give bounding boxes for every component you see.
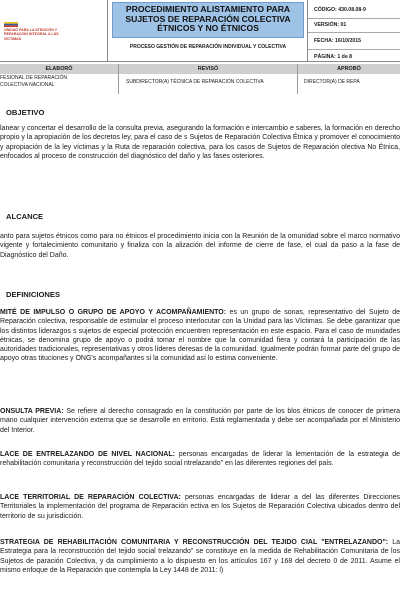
- elaboro-header: ELABORÓ: [0, 64, 118, 74]
- definition-enlace-territorial: [0, 493, 400, 521]
- divider: [308, 49, 400, 50]
- definition-enlace-nacional: [0, 450, 400, 469]
- definition-text: personas encargadas de liderar a del las diferentes Direcciones Territoriales la implementación del programa de Reparación ectiva en los Sujetos de Reparación Colectiva ubicados dentro del territorio de su jurisdicción.: [0, 494, 400, 520]
- title-box: [112, 2, 304, 38]
- paragraph-alcance: anto para sujetos étnicos como para no étnicos el procedimiento inicia con la Reunión de la omunidad sobre el marco normativo vigente y fortalecimiento comunitario y finaliza con la alización del informe de cierre de fase, el cual da paso a la fase de Diagnóstico del Daño.: [0, 233, 400, 259]
- definition-term: LACE DE ENTRELAZANDO DE NIVEL NACIONAL:: [0, 451, 175, 458]
- reviso-value: SUBDIRECTOR(A) TÉCNICA DE REPARACIÓN COLECTIVA: [126, 79, 264, 85]
- document-date: FECHA: 16/10/2015: [314, 38, 361, 44]
- meta-cell: [308, 0, 400, 62]
- section-heading-definiciones: DEFINICIONES: [6, 290, 61, 299]
- definition-term: STRATEGIA DE REHABILITACIÓN COMUNITARIA Y RECONSTRUCCIÓN DEL TEJIDO CIAL "ENTRELAZANDO":: [0, 539, 389, 546]
- reviso-header: REVISÓ: [119, 64, 297, 74]
- title-line-1: PROCEDIMIENTO ALISTAMIENTO PARA: [125, 4, 291, 14]
- definition-text: Se refiere al derecho consagrado en la constitución por parte de los blos étnicos de conocer de primera mano cualquier intervención externa que se desarrolle en erritorio. Está reglamentada y debe ser acompañada por el Ministerio del Interior.: [0, 408, 400, 434]
- definition-text: La Estrategia para la reconstrucción del tejido social trelazando" se constituye en la medida de Rehabilitación Comunitaria de los Sujetos de paración Colectiva, y da cumplimiento a lo dispuesto en los artículos 167 y 168 del decreto 0 de 2011. Asume el mismo enfoque de la Reparación que contempla la Ley 1448 de 2011: l): [0, 539, 400, 574]
- document-code: CÓDIGO: 430.08.08-9: [314, 7, 366, 13]
- definition-comite-impulso: [0, 308, 400, 364]
- section-heading-alcance: ALCANCE: [6, 212, 44, 221]
- definition-consulta-previa: [0, 407, 400, 435]
- section-heading-objetivo: OBJETIVO: [6, 108, 45, 117]
- title-line-3: ÉTNICOS Y NO ÉTNICOS: [157, 23, 259, 34]
- elaboro-value-line-2: COLECTIVA NACIONAL: [0, 82, 55, 88]
- document-version: VERSIÓN: 01: [314, 22, 347, 28]
- document-header: [0, 0, 400, 62]
- title-line-2: SUJETOS DE REPARACIÓN COLECTIVA: [125, 13, 291, 24]
- definition-term: ONSULTA PREVIA:: [0, 408, 64, 415]
- divider: [308, 18, 400, 19]
- page-number: PÁGINA: 1 de 8: [314, 54, 353, 60]
- definition-estrategia-entrelazando: [0, 538, 400, 575]
- divider: [297, 64, 298, 94]
- title-cell: [108, 0, 308, 62]
- logo-text: UNIDAD PARA LA ATENCIÓN Y REPARACIÓN INTEGRAL A LAS VÍCTIMAS: [4, 28, 59, 41]
- elaboro-value: [0, 75, 118, 89]
- aprobo-value: DIRECTOR(A) DE REPA: [304, 79, 360, 85]
- divider: [118, 64, 119, 94]
- elaboro-value-line-1: FESIONAL DE REPARACIÓN: [0, 75, 67, 81]
- process-name: PROCESO GESTIÓN DE REPARACIÓN INDIVIDUAL Y COLECTIVA: [129, 44, 287, 50]
- flag-logo-icon: [4, 22, 18, 27]
- definition-term: MITÉ DE IMPULSO O GRUPO DE APOYO Y ACOMPAÑAMIENTO:: [0, 309, 227, 316]
- definition-term: LACE TERRITORIAL DE REPARACIÓN COLECTIVA:: [0, 494, 181, 501]
- paragraph-objetivo: lanear y concertar el desarrollo de la consulta previa, asegurando la formación e intercambio e saberes, la formación en derecho propio y la apropiación de los decretos ley, para el caso de s Sujetos de Reparación Colectiva Étnica y promover el conocimiento y apropiación de la ley víctimas y la Ruta de reparación colectiva, para los casos de Sujetos de Reparación olectiva No Étnica, enfocados al proceso de construcción del diagnóstico del daño y las fases osteriores.: [0, 125, 400, 160]
- divider: [308, 32, 400, 33]
- aprobo-header: APROBÓ: [298, 64, 400, 74]
- divider: [0, 61, 400, 62]
- logo-cell: [0, 0, 108, 62]
- definition-text: personas encargadas de liderar la lementación de la estrategia de rehabilitación comunitaria y reconstrucción del tejido social ntrelazando" en las diferentes regiones del país.: [0, 451, 400, 468]
- document-title: [113, 3, 303, 34]
- definition-text: es un grupo de sonas, representativo del Sujeto de Reparación colectiva, responsable de estimular el proceso interlocutar con la Unidad para las Víctimas. Se debe garantizar que los distintos liderazgos s sujetos de especial protección encuentren representación en este espacio. Para el caso de munidades étnicas, se denomina grupo de apoyo o podrá tomar el nombre que la comunidad fiera y contará la participación de las autoridades tradicionales, representativas y otros líderes deresas de la comunidad. Igualmente podrán formar parte del grupo de apoyo otras tituciones y ONG's acompañantes si la comunidad así lo estima conveniente.: [0, 309, 400, 363]
- approval-table: [0, 64, 400, 94]
